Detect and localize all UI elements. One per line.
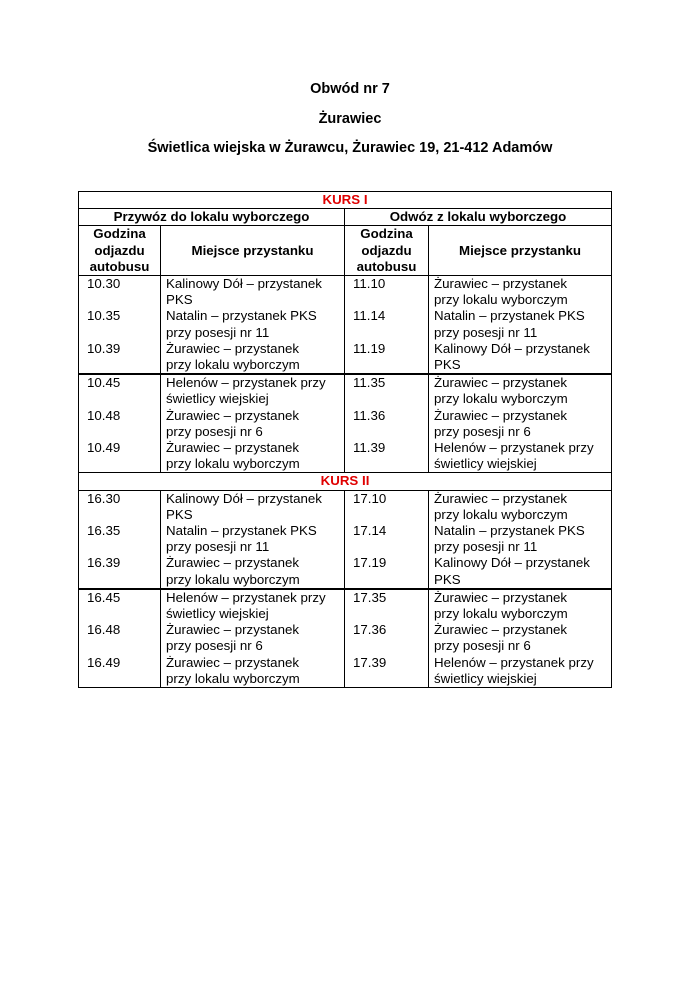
departure-time: 10.49 <box>87 440 121 456</box>
stop-line: Helenów – przystanek przy <box>434 654 594 670</box>
return-stop <box>434 308 607 340</box>
district-title: Obwód nr 7 <box>310 81 390 97</box>
departure-stop <box>166 491 340 523</box>
departure-stop <box>166 341 340 373</box>
stop-line: Kalinowy Dół – przystanek <box>434 340 590 356</box>
departure-stop <box>166 555 340 587</box>
return-time: 11.35 <box>353 375 386 391</box>
stop-line: świetlicy wiejskiej <box>434 670 537 686</box>
departure-times <box>79 589 161 688</box>
return-stop <box>434 341 607 373</box>
return-times <box>345 490 429 589</box>
departure-stop <box>166 590 340 622</box>
return-stop <box>434 555 607 587</box>
stop-line: świetlicy wiejskiej <box>166 391 269 407</box>
departure-stops <box>161 374 345 473</box>
polling-station-address: Świetlica wiejska w Żurawcu, Żurawiec 19, 21-412 Adamów <box>147 140 553 156</box>
return-stop <box>434 655 607 687</box>
return-stop <box>434 408 607 440</box>
locality-title: Żurawiec <box>318 111 382 127</box>
stop-line: Żurawiec – przystanek <box>166 654 300 670</box>
departure-time: 16.30 <box>87 490 121 506</box>
return-time: 11.36 <box>353 407 386 423</box>
stop-line: PKS <box>166 292 193 308</box>
return-times <box>345 589 429 688</box>
direction-to-header: Przywóz do lokalu wyborczego <box>79 209 345 226</box>
stop-line: przy lokalu wyborczym <box>166 571 300 587</box>
stop-line: świetlicy wiejskiej <box>166 606 269 622</box>
departure-time: 16.48 <box>87 622 121 638</box>
stop-line: świetlicy wiejskiej <box>434 456 537 472</box>
departure-stops <box>161 589 345 688</box>
return-times <box>345 276 429 375</box>
return-time: 17.36 <box>353 622 387 638</box>
stop-line: Helenów – przystanek przy <box>166 375 326 391</box>
time-header-line: Godzina <box>360 226 413 242</box>
return-stop <box>434 523 607 555</box>
return-stops <box>429 490 612 589</box>
stop-line: PKS <box>166 506 193 522</box>
departure-time: 10.39 <box>87 340 121 356</box>
return-stop <box>434 375 607 407</box>
stop-line: przy posesji nr 11 <box>166 539 270 555</box>
return-time: 17.14 <box>353 523 387 539</box>
return-time: 17.35 <box>353 589 387 605</box>
stop-line: przy lokalu wyborczym <box>434 506 568 522</box>
stop-column-header: Miejsce przystanku <box>429 226 612 276</box>
course-title: KURS II <box>79 473 612 490</box>
stop-column-header: Miejsce przystanku <box>161 226 345 276</box>
stop-line: Kalinowy Dół – przystanek <box>434 555 590 571</box>
return-stops <box>429 276 612 375</box>
stop-line: Żurawiec – przystanek <box>434 276 568 292</box>
time-header-line: odjazdu <box>361 242 412 258</box>
stop-line: przy lokalu wyborczym <box>434 292 568 308</box>
stop-line: Żurawiec – przystanek <box>434 589 568 605</box>
departure-time: 16.45 <box>87 589 121 605</box>
course-title: KURS I <box>79 192 612 209</box>
schedule-block-row <box>79 589 612 688</box>
return-time: 17.19 <box>353 555 387 571</box>
time-column-header <box>79 226 161 276</box>
departure-stop <box>166 375 340 407</box>
departure-stop <box>166 440 340 472</box>
schedule-block-row <box>79 374 612 473</box>
departure-stop <box>166 308 340 340</box>
departure-time: 10.30 <box>87 276 121 292</box>
stop-line: przy posesji nr 11 <box>434 324 538 340</box>
departure-time: 10.45 <box>87 375 121 391</box>
return-time: 17.10 <box>353 490 387 506</box>
return-stops <box>429 589 612 688</box>
return-stop <box>434 440 607 472</box>
stop-line: Helenów – przystanek przy <box>166 589 326 605</box>
stop-line: przy posesji nr 6 <box>434 423 531 439</box>
return-stop <box>434 622 607 654</box>
stop-line: przy posesji nr 6 <box>434 638 531 654</box>
direction-from-header: Odwóz z lokalu wyborczego <box>345 209 612 226</box>
stop-line: Natalin – przystanek PKS <box>166 308 317 324</box>
departure-stop <box>166 655 340 687</box>
stop-line: przy lokalu wyborczym <box>434 391 568 407</box>
stop-line: przy lokalu wyborczym <box>166 357 300 373</box>
time-header-line: autobusu <box>356 258 417 274</box>
departure-times <box>79 374 161 473</box>
schedule-block-row <box>79 490 612 589</box>
time-header-line: autobusu <box>89 258 150 274</box>
departure-times <box>79 276 161 375</box>
stop-line: PKS <box>434 357 461 373</box>
departure-time: 16.39 <box>87 555 121 571</box>
stop-line: przy lokalu wyborczym <box>166 670 300 686</box>
stop-line: przy posesji nr 6 <box>166 423 263 439</box>
return-time: 17.39 <box>353 654 387 670</box>
stop-line: Żurawiec – przystanek <box>166 622 300 638</box>
departure-time: 16.35 <box>87 523 121 539</box>
stop-line: Żurawiec – przystanek <box>166 407 300 423</box>
stop-line: Kalinowy Dół – przystanek <box>166 276 322 292</box>
departure-stops <box>161 276 345 375</box>
return-stops <box>429 374 612 473</box>
departure-stop <box>166 276 340 308</box>
stop-line: Kalinowy Dół – przystanek <box>166 490 322 506</box>
stop-line: Żurawiec – przystanek <box>166 555 300 571</box>
stop-line: Natalin – przystanek PKS <box>166 523 317 539</box>
direction-header-row <box>79 209 612 226</box>
return-time: 11.10 <box>353 276 386 292</box>
time-column-header <box>345 226 429 276</box>
course-title-row <box>79 473 612 490</box>
stop-line: Helenów – przystanek przy <box>434 440 594 456</box>
stop-line: PKS <box>434 571 461 587</box>
return-time: 11.14 <box>353 308 386 324</box>
stop-line: Żurawiec – przystanek <box>166 440 300 456</box>
departure-time: 10.48 <box>87 407 121 423</box>
stop-line: Natalin – przystanek PKS <box>434 523 585 539</box>
time-header-line: odjazdu <box>94 242 145 258</box>
course-title-row <box>79 192 612 209</box>
stop-line: przy posesji nr 11 <box>434 539 538 555</box>
stop-line: Żurawiec – przystanek <box>166 340 300 356</box>
return-time: 11.39 <box>353 440 386 456</box>
bus-schedule-table <box>78 191 612 688</box>
departure-time: 16.49 <box>87 654 121 670</box>
departure-stop <box>166 622 340 654</box>
time-header-line: Godzina <box>93 226 146 242</box>
schedule-body <box>79 192 612 688</box>
return-stop <box>434 590 607 622</box>
return-stop <box>434 276 607 308</box>
departure-stop <box>166 523 340 555</box>
stop-line: Żurawiec – przystanek <box>434 375 568 391</box>
stop-line: przy posesji nr 6 <box>166 638 263 654</box>
stop-line: Natalin – przystanek PKS <box>434 308 585 324</box>
departure-stop <box>166 408 340 440</box>
stop-line: przy posesji nr 11 <box>166 324 270 340</box>
stop-line: przy lokalu wyborczym <box>166 456 300 472</box>
stop-line: Żurawiec – przystanek <box>434 622 568 638</box>
departure-stops <box>161 490 345 589</box>
departure-time: 10.35 <box>87 308 121 324</box>
column-header-row <box>79 226 612 276</box>
stop-line: Żurawiec – przystanek <box>434 407 568 423</box>
schedule-block-row <box>79 276 612 375</box>
return-times <box>345 374 429 473</box>
return-stop <box>434 491 607 523</box>
departure-times <box>79 490 161 589</box>
stop-line: przy lokalu wyborczym <box>434 606 568 622</box>
return-time: 11.19 <box>353 340 386 356</box>
stop-line: Żurawiec – przystanek <box>434 490 568 506</box>
